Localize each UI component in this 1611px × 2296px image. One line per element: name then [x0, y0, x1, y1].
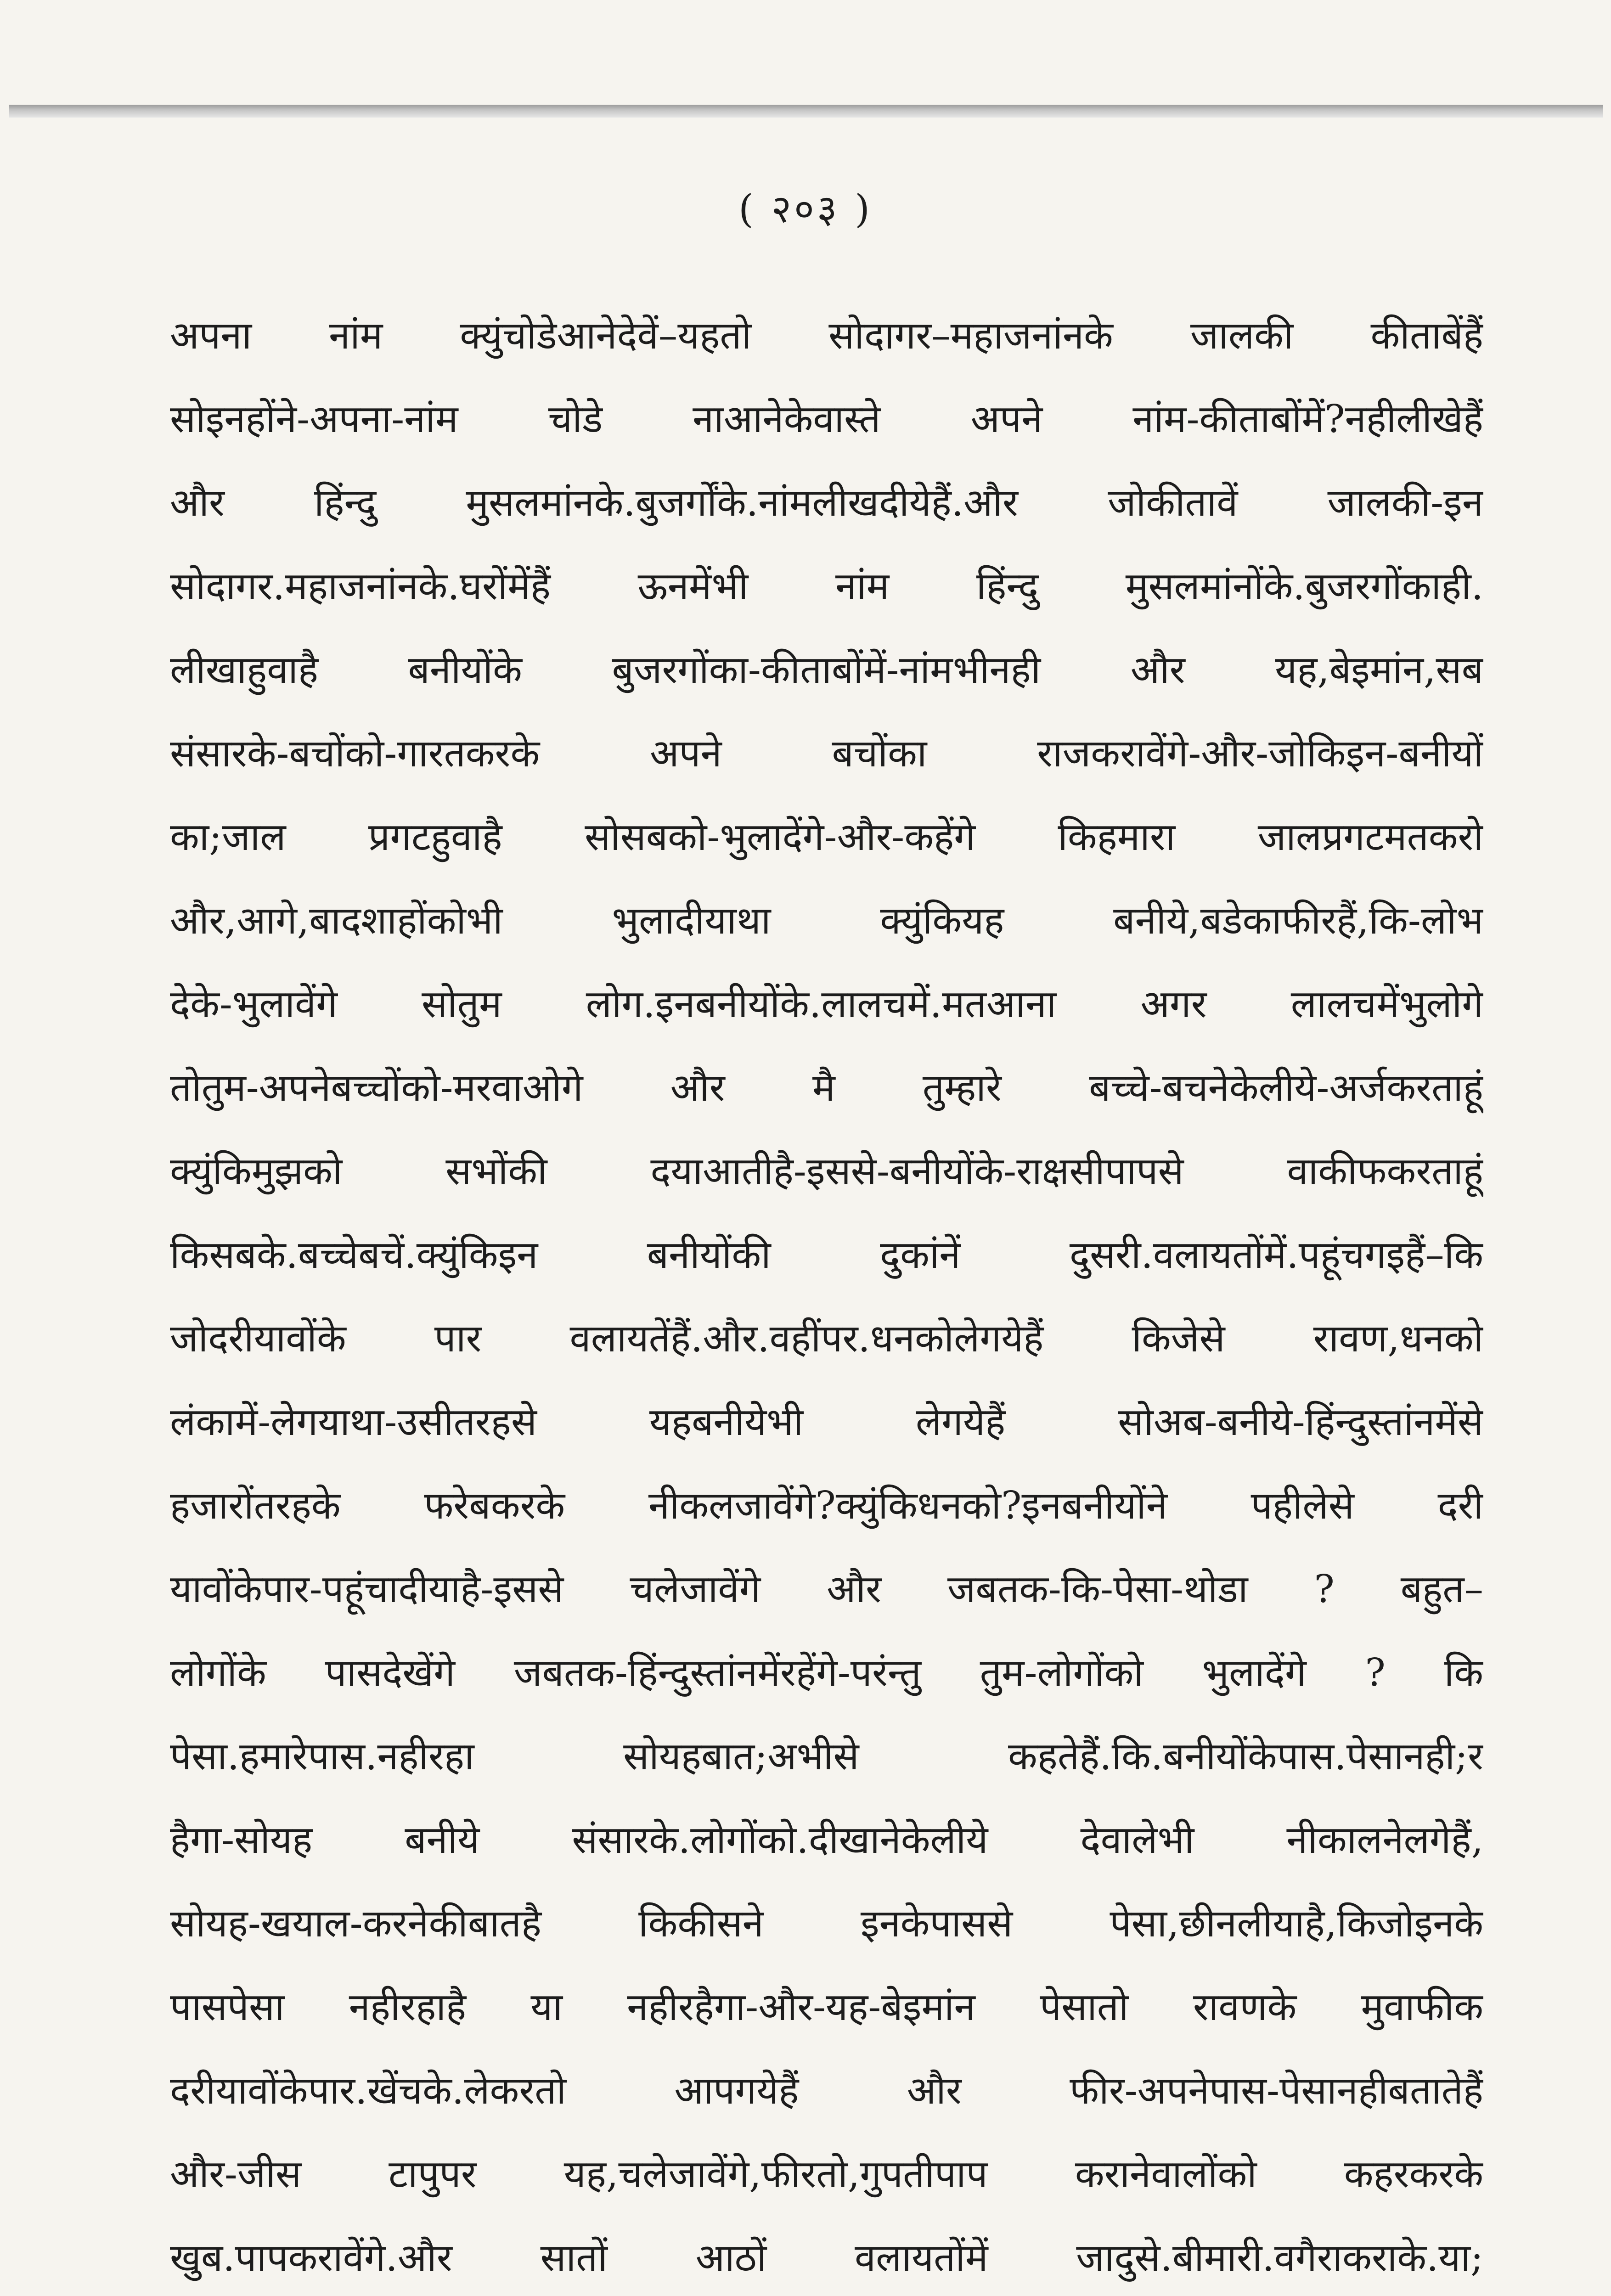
text-line: अपना नांम क्युंचोडेआनेदेवें–यहतो सोदागर–महाजनांनके जालकी कीताबेंहैं: [170, 313, 1483, 358]
text-line: लोगोंके पासदेखेंगे जबतक-हिंन्दुस्तांनमेंरहेंगे-परंन्तु तुम-लोगोंको भुलादेंगे ? कि: [170, 1650, 1483, 1695]
text-line: सोयह-खयाल-करनेकीबातहै किकीसने इनकेपाससे पेसा,छीनलीयाहै,किजोइनके: [170, 1901, 1483, 1946]
text-line: और हिंन्दु मुसलमांनके.बुजर्गोंके.नांमलीखदीयेहैं.और जोकीतावें जालकी-इन: [170, 480, 1483, 525]
text-line: लंकामें-लेगयाथा-उसीतरहसे यहबनीयेभी लेगयेहैं सोअब-बनीये-हिंन्दुस्तांनमेंसे: [170, 1400, 1483, 1444]
text-line: देके-भुलावेंगे सोतुम लोग.इनबनीयोंके.लालचमें.मतआना अगर लालचमेंभुलोगे: [170, 982, 1483, 1026]
text-line: लीखाहुवाहै बनीयोंके बुजरगोंका-कीताबोंमें-नांमभीनही और यह,बेइमांन,सब: [170, 647, 1483, 692]
text-line: यावोंकेपार-पहूंचादीयाहै-इससे चलेजावेंगे और जबतक-कि-पेसा-थोडा ? बहुत–: [170, 1567, 1483, 1611]
body-text: [170, 294, 1483, 2296]
text-line: तोतुम-अपनेबच्चोंको-मरवाओगे और मै तुम्हारे बच्चे-बचनेकेलीये-अर्जकरताहूं: [170, 1065, 1483, 1110]
text-line: हैगा-सोयह बनीये संसारके.लोगोंको.दीखानेकेलीये देवालेभी नीकालनेलगेहैं,: [170, 1818, 1483, 1862]
text-line: और-जीस टापुपर यह,चलेजावेंगे,फीरतो,गुपतीपाप करानेवालोंको कहरकरके: [170, 2152, 1483, 2196]
text-line: खुब.पापकरावेंगे.और सातों आठों वलायतोंमें जादुसे.बीमारी.वगैराकराके.या;: [170, 2235, 1483, 2280]
text-line: जोदरीयावोंके पार वलायतेंहैं.और.वहींपर.धनकोलेगयेहैं किजेसे रावण,धनको: [170, 1316, 1483, 1361]
text-line: दरीयावोंकेपार.खेंचके.लेकरतो आपगयेहैं और फीर-अपनेपास-पेसानहीबतातेहैं: [170, 2068, 1483, 2113]
text-line: किसबके.बच्चेबचें.क्युंकिइन बनीयोंकी दुकांनें दुसरी.वलायतोंमें.पहूंचगइहैं–कि: [170, 1232, 1483, 1277]
text-line: सोदागर.महाजनांनके.घरोंमेंहैं ऊनमेंभी नांम हिंन्दु मुसलमांनोंके.बुजरगोंकाही.: [170, 564, 1483, 608]
text-line: संसारके-बचोंको-गारतकरके अपने बचोंका राजकरावेंगे-और-जोकिइन-बनीयों: [170, 731, 1483, 776]
page-top-rule: [9, 105, 1603, 118]
text-line: क्युंकिमुझको सभोंकी दयाआतीहै-इससे-बनीयोंके-राक्षसीपापसे वाकीफकरताहूं: [170, 1149, 1483, 1193]
text-line: हजारोंतरहके फरेबकरके नीकलजावेंगे?क्युंकिधनको?इनबनीयोंने पहीलेसे दरी: [170, 1483, 1483, 1528]
text-line: सोइनहोंने-अपना-नांम चोडे नाआनेकेवास्ते अपने नांम-कीताबोंमें?नहीलीखेहैं: [170, 397, 1483, 441]
text-line: का;जाल प्रगटहुवाहै सोसबको-भुलादेंगे-और-कहेंगे किहमारा जालप्रगटमतकरो: [170, 815, 1483, 859]
text-line: और,आगे,बादशाहोंकोभी भुलादीयाथा क्युंकियह बनीये,बडेकाफीरहैं,कि-लोभ: [170, 898, 1483, 943]
text-line: पासपेसा नहीरहाहै या नहीरहैगा-और-यह-बेइमांन पेसातो रावणके मुवाफीक: [170, 1985, 1483, 2029]
page-number: ( २०३ ): [738, 186, 873, 231]
text-line: पेसा.हमारेपास.नहीरहा सोयहबात;अभीसे कहतेहैं.कि.बनीयोंकेपास.पेसानही;र: [170, 1734, 1483, 1778]
